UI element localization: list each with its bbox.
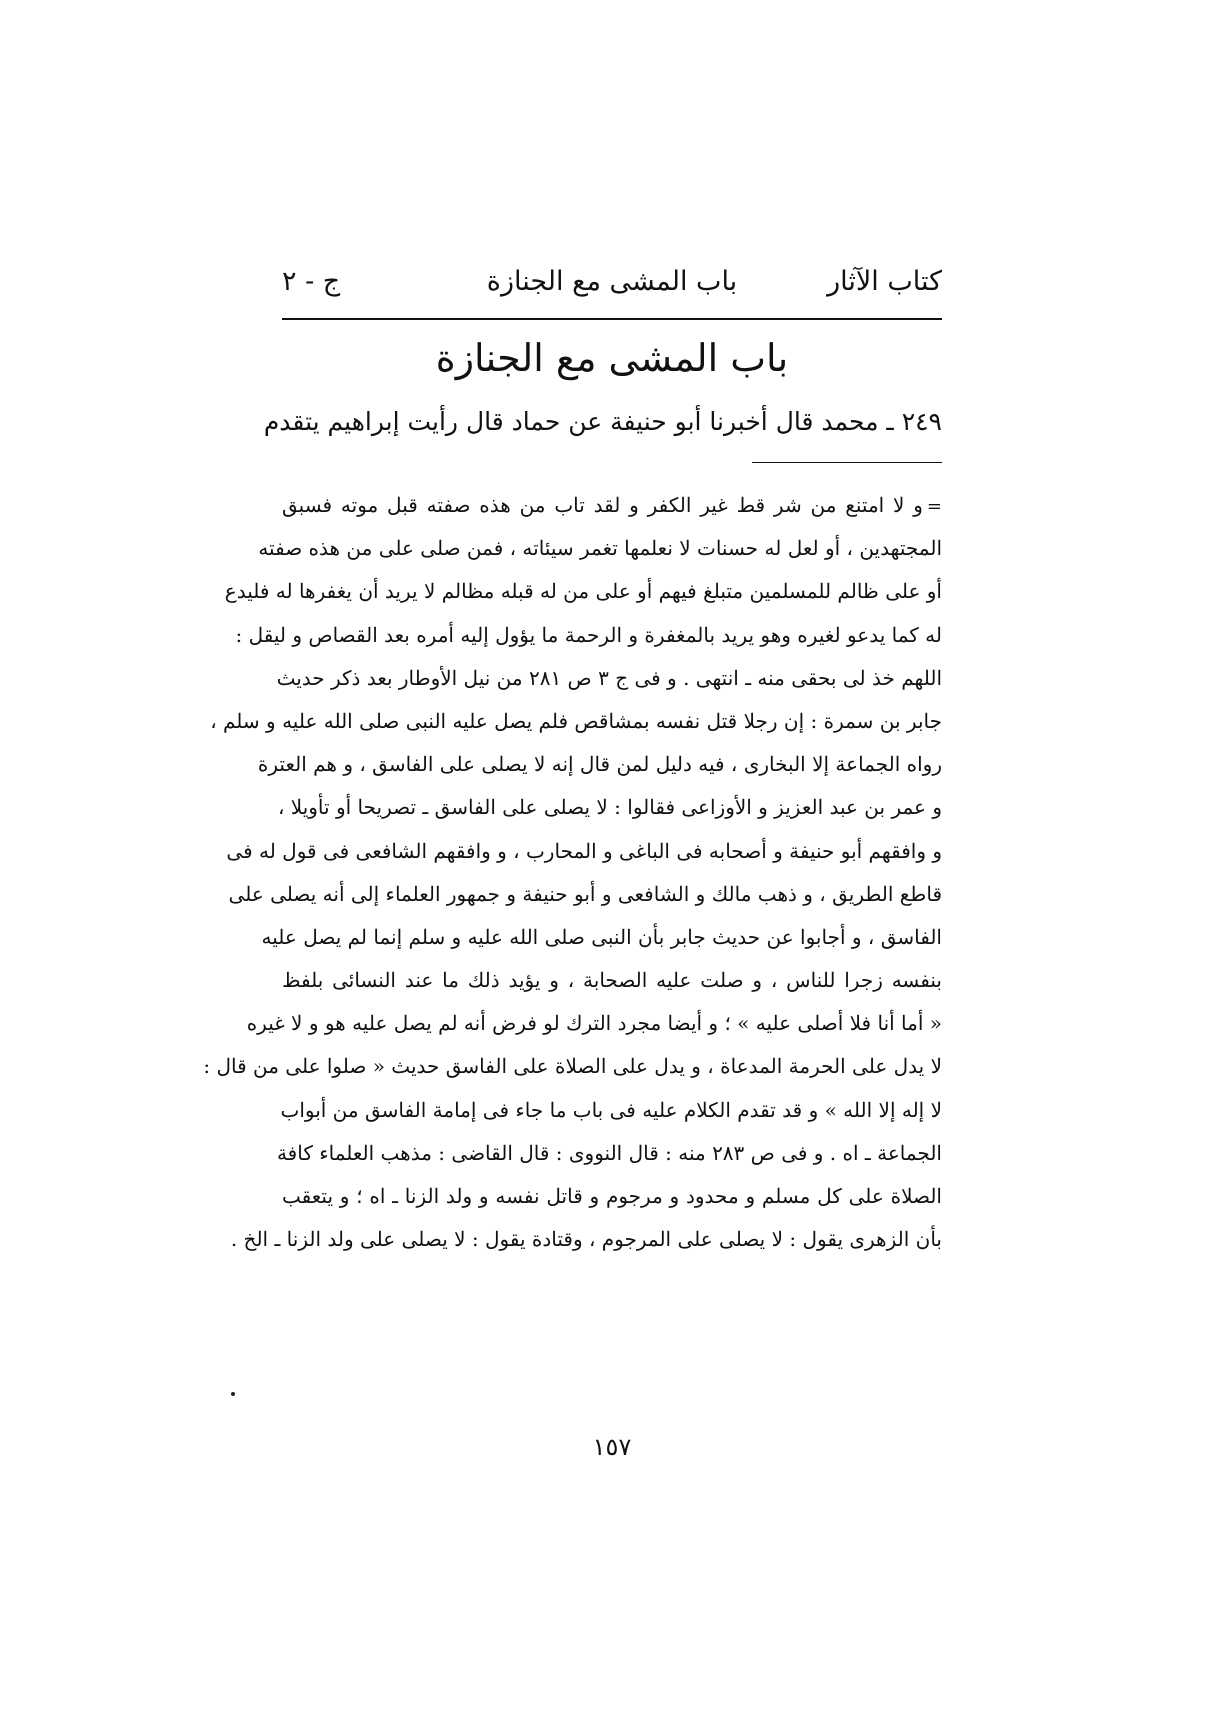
footnote-line: و وافقهم أبو حنيفة و أصحابه فى الباغى و المحارب ، و وافقهم الشافعى فى قول له فى	[226, 838, 942, 863]
page-number: ١٥٧	[592, 1433, 632, 1461]
running-head-volume: ج - ٢	[282, 266, 341, 297]
footnote-line: الفاسق ، و أجابوا عن حديث جابر بأن النبى صلى الله عليه و سلم إنما لم يصل عليه	[261, 924, 942, 949]
footnote-line: له كما يدعو لغيره وهو يريد بالمغفرة و الرحمة ما يؤول إليه أمره بعد القصاص و ليقل :	[235, 622, 942, 647]
footnote-line: قاطع الطريق ، و ذهب مالك و الشافعى و أبو حنيفة و جمهور العلماء إلى أنه يصلى على	[228, 881, 942, 906]
footnote-line: الجماعة ـ اه . و فى ص ٢٨٣ منه : قال النووى : قال القاضى : مذهب العلماء كافة	[276, 1140, 942, 1165]
footnote-divider	[752, 462, 942, 463]
footnote-line: « أما أنا فلا أصلى عليه » ؛ و أيضا مجرد الترك لو فرض أنه لم يصل عليه هو و لا غيره	[246, 1011, 942, 1036]
footnote-line: المجتهدين ، أو لعل له حسنات لا نعلمها تغمر سيئاته ، فمن صلى على من هذه صفته	[258, 536, 942, 561]
chapter-title: باب المشى مع الجنازة	[435, 336, 789, 380]
footnote-line: اللهم خذ لى بحقى منه ـ انتهى . و فى ج ٣ ص ٢٨١ من نيل الأوطار بعد ذكر حديث	[276, 665, 942, 690]
header-divider	[282, 318, 942, 320]
footnote-block	[203, 484, 942, 1261]
footnote-line: بأن الزهرى يقول : لا يصلى على المرجوم ، وقتادة يقول : لا يصلى على ولد الزنا ـ الخ .	[230, 1227, 942, 1252]
running-head-chapter-title: باب المشى مع الجنازة	[486, 266, 738, 297]
footnote-line: رواه الجماعة إلا البخارى ، فيه دليل لمن قال إنه لا يصلى على الفاسق ، و هم العترة	[257, 752, 942, 777]
running-head	[282, 266, 942, 312]
footnote-line: و عمر بن عبد العزيز و الأوزاعى فقالوا : لا يصلى على الفاسق ـ تصريحا أو تأويلا ،	[277, 795, 942, 820]
hadith-text: ٢٤٩ ـ محمد قال أخبرنا أبو حنيفة عن حماد قال رأيت إبراهيم يتقدم	[263, 407, 942, 436]
footnote-line: =و لا امتنع من شر قط غير الكفر و لقد تاب من هذه صفته قبل موته فسبق	[282, 493, 942, 517]
footnote-line: بنفسه زجرا للناس ، و صلت عليه الصحابة ، و يؤيد ذلك ما عند النسائى بلفظ	[282, 968, 942, 993]
running-head-book-title: كتاب الآثار	[827, 266, 942, 297]
footnote-line: لا إله إلا الله » و قد تقدم الكلام عليه فى باب ما جاء فى إمامة الفاسق من أبواب	[280, 1097, 942, 1122]
footnote-line: أو على ظالم للمسلمين متبلغ فيهم أو على من له قبله مظالم لا يريد أن يغفرها له فليدع	[224, 579, 942, 604]
footnote-line: جابر بن سمرة : إن رجلا قتل نفسه بمشاقص فلم يصل عليه النبى صلى الله عليه و سلم ،	[210, 708, 942, 733]
footnote-continuation-marker: =	[926, 496, 942, 517]
scan-speck	[231, 1392, 235, 1396]
footnote-line: لا يدل على الحرمة المدعاة ، و يدل على الصلاة على الفاسق حديث « صلوا على من قال :	[203, 1054, 942, 1079]
footnote-line: الصلاة على كل مسلم و محدود و مرجوم و قاتل نفسه و ولد الزنا ـ اه ؛ و يتعقب	[282, 1184, 942, 1208]
